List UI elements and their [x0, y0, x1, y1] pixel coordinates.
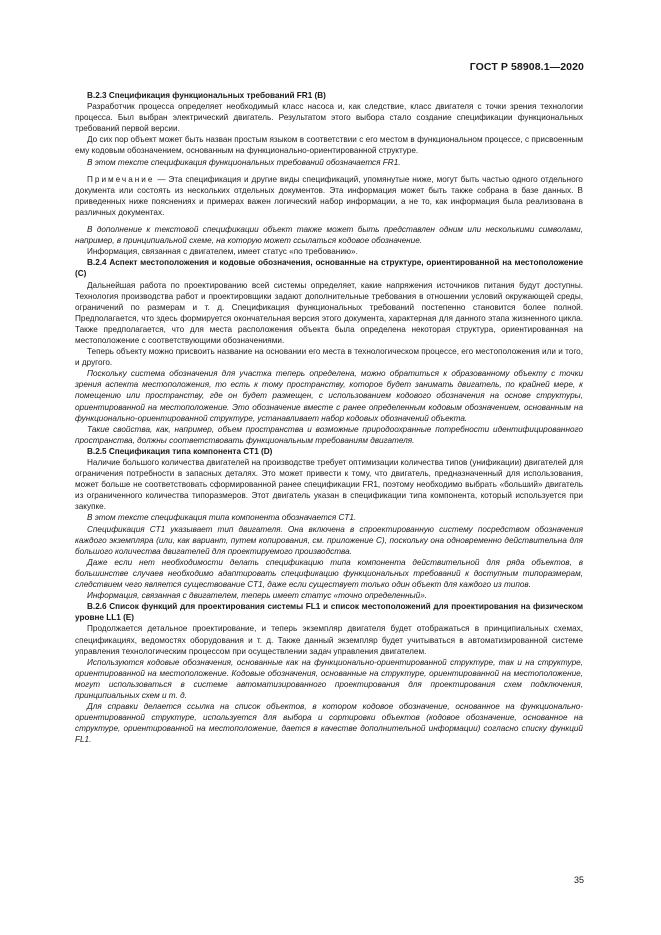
body-paragraph: Разработчик процесса определяет необходимый класс насоса и, как следствие, класс двигателя с точки зрения технологии процесса. Был выбран электрический двигатель. Результатом этого выбора стало создание спецификации функциональных требований первой версии.	[75, 102, 583, 134]
body-paragraph: Наличие большого количества двигателей на производстве требует оптимизации количества типов (унификации) двигателей для ограничения потребности в запасных деталях. Это может привести к тому, что двигатель, предназначенный для использования, может больше не соответствовать сформированной ранее спецификации FR1, поэтому необходимо выбрать «больший» двигатель из ограниченного количества типоразмеров. Этот двигатель указан в спецификации типа компонента, который используется при закупке.	[75, 458, 584, 512]
section-heading: В.2.5 Спецификация типа компонента CT1 (D)	[87, 446, 273, 456]
italic-paragraph: Даже если нет необходимости делать спецификацию типа компонента действительной для ряда объектов, в большинстве случаев необходимо адаптировать спецификацию функциональных требований к доступным типоразмерам, следствием чего является существование CT1, даже если существует только один объект для каждого из типов.	[75, 557, 583, 590]
italic-paragraph: Спецификация CT1 указывает тип двигателя. Она включена в спроектированную систему посредством обозначения каждого экземпляра (или, как вариант, путем копирования, см. приложение С), поскольку она одновременно действительна для большого количества двигателей для проектируемого производства.	[75, 524, 583, 556]
italic-paragraph: В этом тексте спецификация функциональных требований обозначается FR1.	[87, 157, 401, 167]
italic-paragraph: Поскольку система обозначения для участка теперь определена, можно обратиться к образованному объекту с точки зрения аспекта местоположения, то есть к тому пространству, которое будет занимать двигатель, по крайней мере, к помещению или пространству, где он будет размещен, с использованием кодового обозначения на основе структуры, ориентированной на местоположение. Это обозначение вместе с ранее определенным кодовым обозначением, основанным на функционально-ориентированной структуре, устанавливает набор кодовых обозначений объекта.	[75, 369, 583, 423]
italic-paragraph: Для справки делается ссылка на список объектов, в котором кодовое обозначение, основанное на функционально-ориентированной структуре, используется для выбора и сортировки объектов (кодовое обозначение, основанное на структуре, ориентированной на местоположение, дается в качестве дополнительной информации) согласно списку функций FL1.	[75, 702, 583, 745]
body-paragraph: Продолжается детальное проектирование, и теперь экземпляр двигателя будет отображаться в принципиальных схемах, спецификациях, ведомостях оборудования и т. д. Также данный экземпляр будет учитываться в автоматизированной системе управления технологическим процессом при осуществлении задач управления двигателем.	[75, 624, 583, 656]
italic-paragraph: Такие свойства, как, например, объем пространства и возможные природоохранные потребности идентифицированного пространства, должны соответствовать функциональным требованиям двигателя.	[75, 424, 583, 445]
note-label: Примечание	[87, 174, 155, 184]
document-header-id: ГОСТ Р 58908.1—2020	[469, 61, 584, 73]
section-heading: В.2.6 Список функций для проектирования системы FL1 и список местоположений для проектирования на физическом уровне LL1 (E)	[75, 602, 583, 623]
body-paragraph: Информация, связанная с двигателем, имеет статус «по требованию».	[87, 247, 358, 257]
section-heading: В.2.3 Спецификация функциональных требований FR1 (B)	[87, 91, 326, 100]
note-paragraph	[75, 174, 583, 218]
italic-paragraph: В этом тексте спецификация типа компонента обозначается CT1.	[87, 513, 357, 523]
document-body	[75, 90, 583, 745]
page-number: 35	[573, 875, 584, 885]
italic-paragraph: В дополнение к текстовой спецификации объект также может быть представлен одним или несколькими символами, например, в принципиальной схеме, на которую может ссылаться кодовое обозначение.	[75, 225, 583, 246]
body-paragraph: До сих пор объект может быть назван простым языком в соответствии с его местом в функциональном процессе, с присвоенным ему кодовым обозначением, основанным на функционально-ориентированной структуре.	[75, 135, 583, 156]
body-paragraph: Дальнейшая работа по проектированию всей системы определяет, какие напряжения источников питания будут доступны. Технология производства работ и проектировщики задают дополнительные требования в отношении условий окружающей среды, ограничений по размерам и т. д. Спецификация функциональных требований постепенно становится более полной. Предполагается, что здесь формируется окончательная версия этого документа, характерная для данного этапа жизненного цикла. Также предполагается, что для места расположения объекта была определена некоторая структура, ориентированная на местоположение с соответствующими обозначениями.	[75, 280, 583, 345]
body-paragraph: Теперь объекту можно присвоить название на основании его места в технологическом процессе, его местоположения или и того, и другого.	[75, 347, 583, 368]
italic-paragraph: Информация, связанная с двигателем, теперь имеет статус «точно определенный».	[87, 591, 428, 601]
note-text: — Эта спецификация и другие виды спецификаций, упомянутые ниже, могут быть частью одного отдельного документа или состоять из нескольких отдельных документов. Эта информация может быть также собрана в базе данных. В приведенных ниже пояснениях и примерах важен логический набор информации, а не то, как информация была реализована в различных документах.	[75, 174, 583, 217]
section-heading: В.2.4 Аспект местоположения и кодовые обозначения, основанные на структуре, ориентированной на местоположение (C)	[75, 258, 583, 279]
italic-paragraph: Используются кодовые обозначения, основанные как на функционально-ориентированной структуре, так и на структуре, ориентированной на местоположение. Кодовые обозначения, основанные на структуре, ориентированной на местоположение, могут использоваться в системе автоматизированного проектирования для проектирования схем подключения, принципиальных схем и т. д.	[75, 657, 583, 700]
